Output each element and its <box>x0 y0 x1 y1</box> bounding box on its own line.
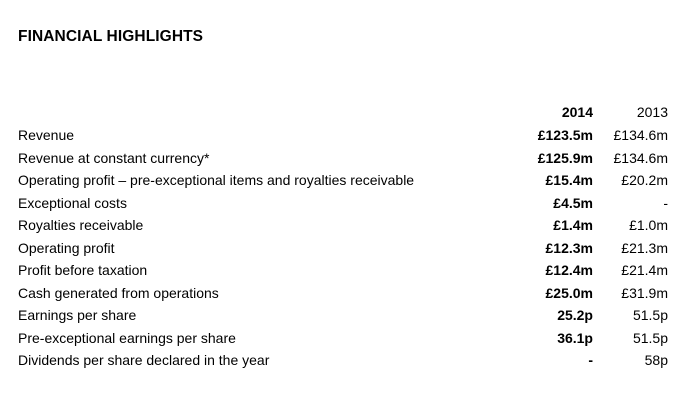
value-2013: 51.5p <box>632 307 668 323</box>
table-row <box>18 237 668 260</box>
value-2013: £134.6m <box>613 127 668 143</box>
row-label: Revenue at constant currency* <box>18 149 210 166</box>
value-2013: 51.5p <box>632 329 668 346</box>
page-title: FINANCIAL HIGHLIGHTS <box>18 28 204 45</box>
value-2013: £31.9m <box>621 284 668 301</box>
row-label: Earnings per share <box>18 307 137 323</box>
value-2013: - <box>663 194 668 211</box>
value-2014: - <box>588 352 593 368</box>
table-row <box>18 169 668 192</box>
row-label: Dividends per share declared in the year <box>18 352 270 368</box>
table-header-row <box>18 100 668 124</box>
row-label: Operating profit <box>18 239 115 256</box>
header-label-cell <box>18 100 483 124</box>
row-label: Royalties receivable <box>18 217 144 233</box>
table-row <box>18 259 668 282</box>
table-row <box>18 192 668 215</box>
value-2013: £20.2m <box>621 172 668 188</box>
value-2013: £21.4m <box>621 262 668 278</box>
value-2014: £125.9m <box>537 149 593 166</box>
row-label: Pre-exceptional earnings per share <box>18 329 236 346</box>
value-2014: £12.3m <box>545 239 593 256</box>
table-row <box>18 304 668 327</box>
value-2013: £1.0m <box>629 217 668 233</box>
value-2013: £21.3m <box>621 239 668 256</box>
row-label: Operating profit – pre-exceptional items and royalties receivable <box>18 172 415 188</box>
row-label: Exceptional costs <box>18 194 127 211</box>
financial-highlights-table <box>18 100 668 372</box>
table-row <box>18 327 668 350</box>
value-2014: £15.4m <box>545 172 593 188</box>
value-2014: £25.0m <box>545 284 593 301</box>
value-2014: £123.5m <box>537 127 593 143</box>
header-2013: 2013 <box>636 104 668 120</box>
table-row <box>18 214 668 237</box>
header-2014: 2014 <box>561 104 593 120</box>
value-2013: £134.6m <box>613 149 668 166</box>
row-label: Cash generated from operations <box>18 284 219 301</box>
table-row <box>18 147 668 170</box>
value-2014: 25.2p <box>557 307 593 323</box>
table-row <box>18 349 668 372</box>
value-2014: 36.1p <box>557 329 593 346</box>
value-2014: £12.4m <box>545 262 593 278</box>
value-2014: £4.5m <box>553 194 593 211</box>
row-label: Revenue <box>18 127 75 143</box>
table-row <box>18 282 668 305</box>
row-label: Profit before taxation <box>18 262 148 278</box>
value-2014: £1.4m <box>553 217 593 233</box>
table-row <box>18 124 668 147</box>
value-2013: 58p <box>644 352 668 368</box>
